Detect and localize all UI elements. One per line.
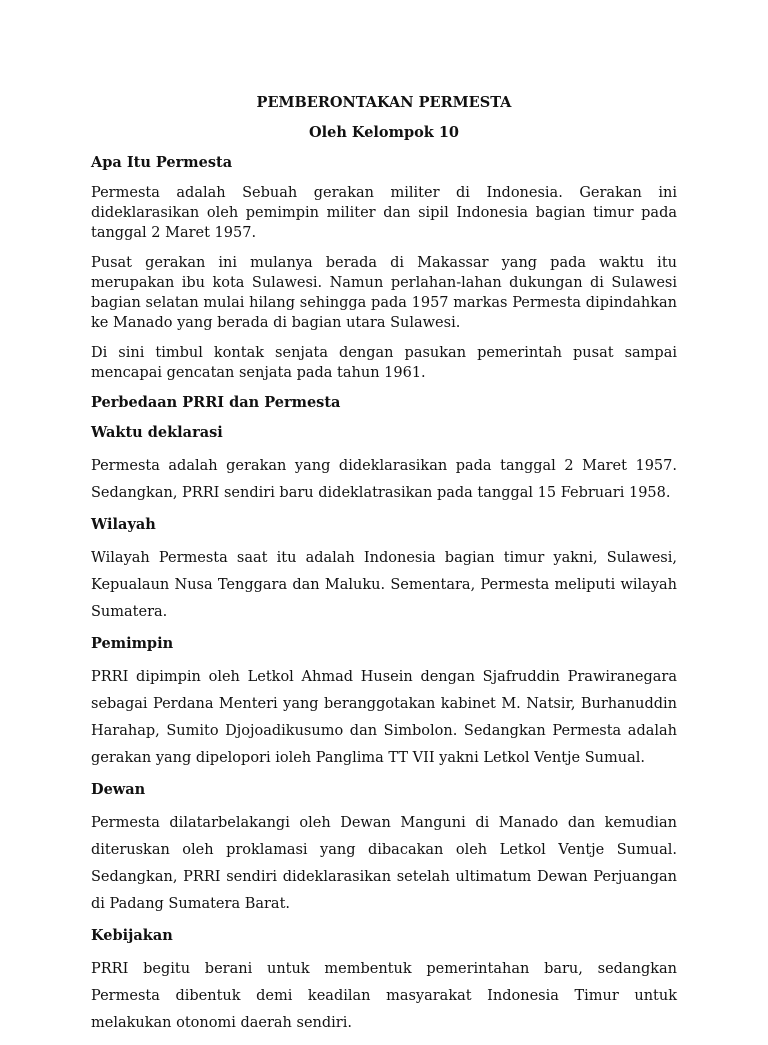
- section-heading-wilayah: Wilayah: [91, 516, 156, 533]
- section-heading-waktu-deklarasi: Waktu deklarasi: [91, 424, 223, 441]
- paragraph-kebijakan: PRRI begitu berani untuk membentuk pemerintahan baru, sedangkan Permesta dibentuk demi keadilan masyarakat Indonesia Timur untuk melakukan otonomi daerah sendiri.: [91, 961, 677, 1031]
- section-heading-dewan: Dewan: [91, 781, 146, 798]
- section-heading-kebijakan: Kebijakan: [91, 927, 173, 944]
- paragraph-definition: Permesta adalah Sebuah gerakan militer di Indonesia. Gerakan ini dideklarasikan oleh pemimpin militer dan sipil Indonesia bagian timur pada tanggal 2 Maret 1957.: [91, 185, 677, 241]
- paragraph-wilayah: Wilayah Permesta saat itu adalah Indonesia bagian timur yakni, Sulawesi, Kepualaun Nusa Tenggara dan Maluku. Sementara, Permesta meliputi wilayah Sumatera.: [91, 550, 677, 620]
- section-heading-pemimpin: Pemimpin: [91, 635, 174, 652]
- paragraph-center-of-movement: Pusat gerakan ini mulanya berada di Makassar yang pada waktu itu merupakan ibu kota Sulawesi. Namun perlahan-lahan dukungan di Sulawesi bagian selatan mulai hilang sehingga pada 1957 markas Permesta dipindahkan ke Manado yang berada di bagian utara Sulawesi.: [91, 255, 677, 331]
- document-page: [91, 93, 677, 1045]
- paragraph-pemimpin: PRRI dipimpin oleh Letkol Ahmad Husein dengan Sjafruddin Prawiranegara sebagai Perdana Menteri yang beranggotakan kabinet M. Natsir, Burhanuddin Harahap, Sumito Djojoadikusumo dan Simbolon. Sedangkan Permesta adalah gerakan yang dipelopori ioleh Panglima TT VII yakni Letkol Ventje Sumual.: [91, 669, 677, 766]
- document-title: PEMBERONTAKAN PERMESTA: [256, 94, 512, 111]
- paragraph-armed-contact: Di sini timbul kontak senjata dengan pasukan pemerintah pusat sampai mencapai gencatan senjata pada tahun 1961.: [91, 345, 677, 381]
- section-heading-apa-itu-permesta: Apa Itu Permesta: [91, 154, 233, 171]
- paragraph-dewan: Permesta dilatarbelakangi oleh Dewan Manguni di Manado dan kemudian diteruskan oleh proklamasi yang dibacakan oleh Letkol Ventje Sumual. Sedangkan, PRRI sendiri dideklarasikan setelah ultimatum Dewan Perjuangan di Padang Sumatera Barat.: [91, 815, 677, 912]
- section-heading-perbedaan: Perbedaan PRRI dan Permesta: [91, 394, 341, 411]
- paragraph-waktu-deklarasi: Permesta adalah gerakan yang dideklarasikan pada tanggal 2 Maret 1957. Sedangkan, PRRI sendiri baru dideklatrasikan pada tanggal 15 Februari 1958.: [91, 458, 677, 501]
- document-subtitle: Oleh Kelompok 10: [308, 124, 460, 141]
